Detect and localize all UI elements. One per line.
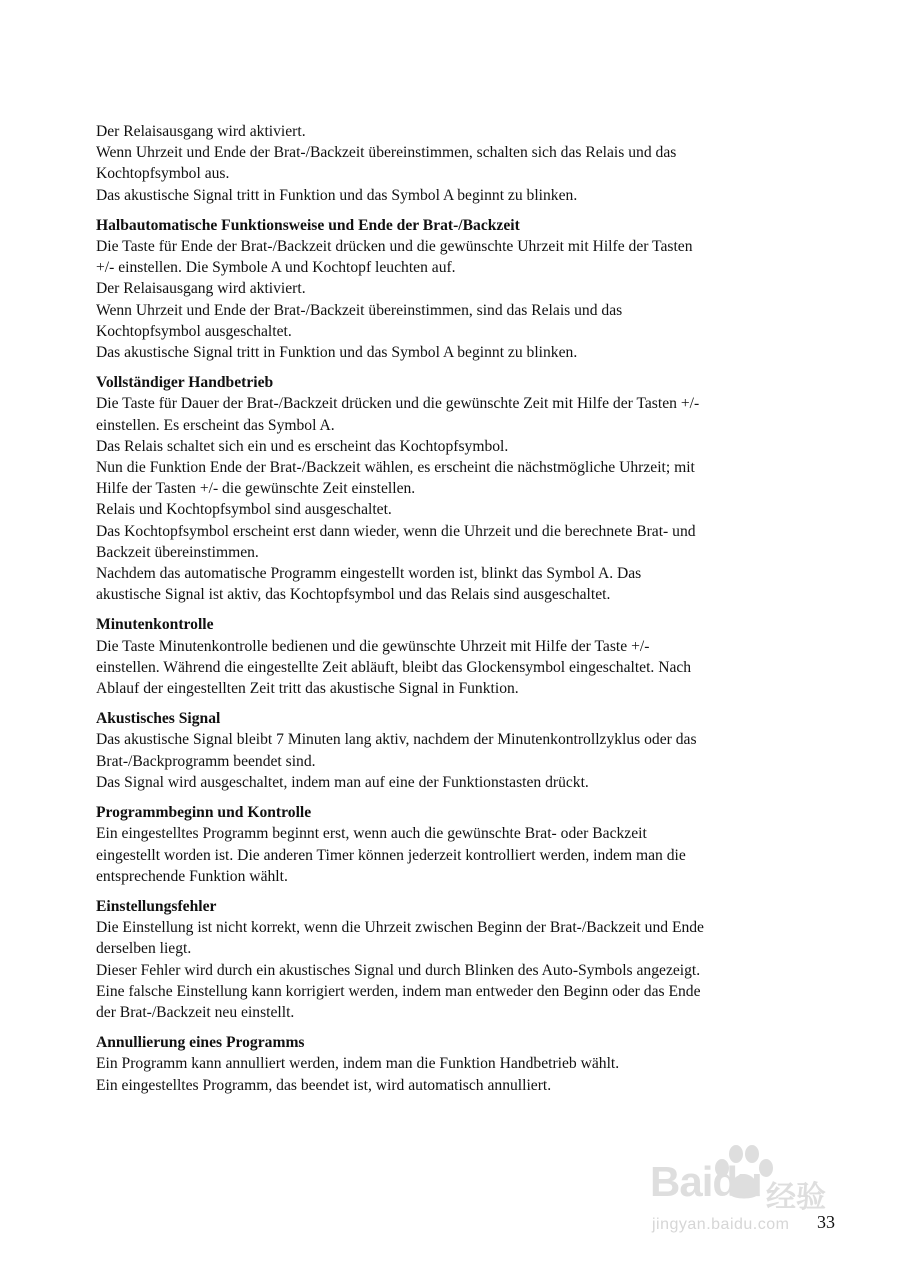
- text-line: Brat-/Backprogramm beendet sind.: [96, 752, 316, 770]
- text-line: Eine falsche Einstellung kann korrigiert werden, indem man entweder den Beginn oder das Ende: [96, 982, 701, 1000]
- text-line: Die Einstellung ist nicht korrekt, wenn die Uhrzeit zwischen Beginn der Brat-/Backzeit und Ende: [96, 919, 704, 937]
- text-line: Ablauf der eingestellten Zeit tritt das akustische Signal in Funktion.: [96, 680, 519, 698]
- text-line: Der Relaisausgang wird aktiviert.: [96, 123, 306, 140]
- section-einstellungsfehler: [96, 896, 796, 1023]
- text-line: Die Taste Minutenkontrolle bedienen und die gewünschte Uhrzeit mit Hilfe der Taste +/-: [96, 637, 650, 655]
- section-heading: Akustisches Signal: [96, 710, 221, 728]
- text-line: Relais und Kochtopfsymbol sind ausgeschaltet.: [96, 501, 392, 519]
- text-line: einstellen. Während die eingestellte Zeit abläuft, bleibt das Glockensymbol eingeschaltet. Nach: [96, 658, 692, 676]
- text-line: akustische Signal ist aktiv, das Kochtopfsymbol und das Relais sind ausgeschaltet.: [96, 586, 611, 604]
- intro-paragraph: [96, 121, 796, 206]
- text-line: Kochtopfsymbol aus.: [96, 165, 230, 183]
- text-line: Wenn Uhrzeit und Ende der Brat-/Backzeit übereinstimmen, sind das Relais und das: [96, 301, 623, 319]
- text-line: Kochtopfsymbol ausgeschaltet.: [96, 322, 292, 340]
- text-line: Ein eingestelltes Programm, das beendet ist, wird automatisch annulliert.: [96, 1076, 552, 1094]
- section-heading: Halbautomatische Funktionsweise und Ende der Brat-/Backzeit: [96, 216, 520, 234]
- section-akustisches-signal: [96, 708, 796, 793]
- text-line: Das Relais schaltet sich ein und es erscheint das Kochtopfsymbol.: [96, 437, 509, 455]
- text-line: Das Signal wird ausgeschaltet, indem man auf eine der Funktionstasten drückt.: [96, 773, 589, 791]
- text-line: +/- einstellen. Die Symbole A und Kochtopf leuchten auf.: [96, 259, 456, 277]
- text-line: Die Taste für Dauer der Brat-/Backzeit drücken und die gewünschte Zeit mit Hilfe der Tasten +/-: [96, 395, 700, 413]
- section-heading: Programmbeginn und Kontrolle: [96, 804, 312, 822]
- page-number: 33: [817, 1212, 835, 1232]
- text-line: Nun die Funktion Ende der Brat-/Backzeit wählen, es erscheint die nächstmögliche Uhrzeit; mit: [96, 459, 695, 477]
- section-heading: Vollständiger Handbetrieb: [96, 374, 274, 392]
- text-line: einstellen. Es erscheint das Symbol A.: [96, 416, 335, 434]
- text-line: Ein eingestelltes Programm beginnt erst, wenn auch die gewünschte Brat- oder Backzeit: [96, 825, 647, 843]
- text-line: eingestellt worden ist. Die anderen Timer können jederzeit kontrolliert werden, indem man die: [96, 846, 686, 864]
- section-heading: Einstellungsfehler: [96, 897, 217, 915]
- text-line: Die Taste für Ende der Brat-/Backzeit drücken und die gewünschte Uhrzeit mit Hilfe der Tasten: [96, 238, 693, 256]
- text-line: Das akustische Signal tritt in Funktion und das Symbol A beginnt zu blinken.: [96, 186, 578, 204]
- text-line: Hilfe der Tasten +/- die gewünschte Zeit einstellen.: [96, 480, 416, 498]
- text-line: Der Relaisausgang wird aktiviert.: [96, 280, 306, 298]
- text-line: Nachdem das automatische Programm eingestellt worden ist, blinkt das Symbol A. Das: [96, 565, 642, 583]
- text-line: Das akustische Signal bleibt 7 Minuten lang aktiv, nachdem der Minutenkontrollzyklus oder das: [96, 731, 697, 749]
- section-heading: Annullierung eines Programms: [96, 1034, 305, 1052]
- section-heading: Minutenkontrolle: [96, 616, 214, 634]
- text-line: Wenn Uhrzeit und Ende der Brat-/Backzeit übereinstimmen, schalten sich das Relais und das: [96, 144, 677, 162]
- text-line: der Brat-/Backzeit neu einstellt.: [96, 1003, 295, 1021]
- section-minutenkontrolle: [96, 614, 796, 699]
- document-body: [96, 121, 796, 1096]
- text-line: Das akustische Signal tritt in Funktion und das Symbol A beginnt zu blinken.: [96, 344, 578, 362]
- text-line: Ein Programm kann annulliert werden, indem man die Funktion Handbetrieb wählt.: [96, 1055, 620, 1073]
- section-annullierung: [96, 1032, 796, 1096]
- text-line: entsprechende Funktion wählt.: [96, 867, 288, 885]
- watermark-url: jingyan.baidu.com: [652, 1216, 790, 1233]
- text-line: derselben liegt.: [96, 940, 192, 958]
- section-programmbeginn: [96, 802, 796, 887]
- text-line: Dieser Fehler wird durch ein akustisches Signal und durch Blinken des Auto-Symbols angezeigt.: [96, 961, 701, 979]
- text-line: Das Kochtopfsymbol erscheint erst dann wieder, wenn die Uhrzeit und die berechnete Brat- und: [96, 522, 696, 540]
- section-handbetrieb: [96, 372, 796, 605]
- watermark-cn: 经验: [766, 1180, 826, 1215]
- text-line: Backzeit übereinstimmen.: [96, 543, 259, 561]
- section-halbautomatisch: [96, 215, 796, 363]
- watermark-brand: Baidu: [650, 1158, 762, 1205]
